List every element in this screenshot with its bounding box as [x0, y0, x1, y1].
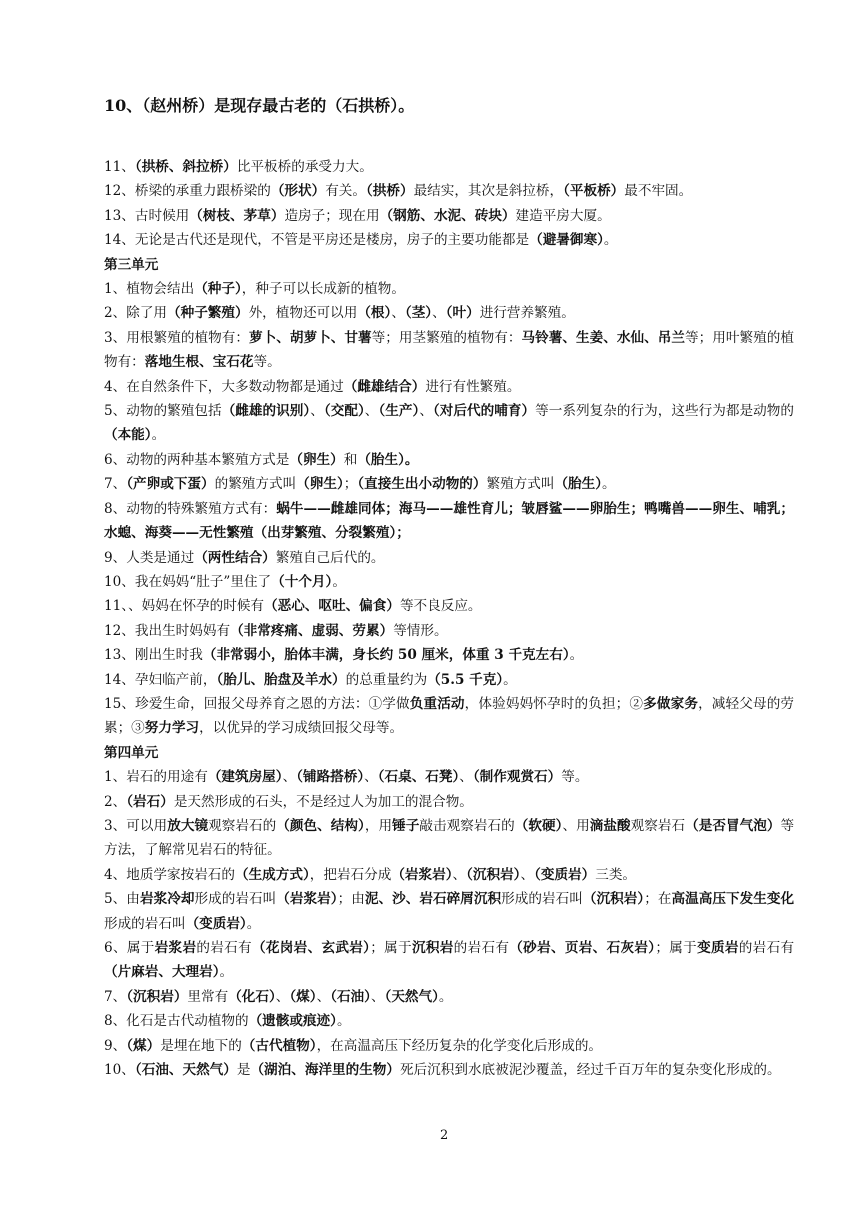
text-run: 最不牢固。 [624, 183, 693, 200]
text-run: 的岩石有 [453, 940, 510, 956]
text-run: 、 [520, 866, 535, 883]
emphasized-text: （形状） [270, 183, 326, 200]
item-14 [104, 228, 794, 252]
text-run: 、用 [562, 817, 590, 834]
text-run: 11、、妈妈在怀孕的时候有 [104, 598, 265, 615]
text-run: 等情形。 [393, 622, 448, 639]
emphasized-text: （沉积岩） [466, 866, 521, 883]
text-run: 5、由 [104, 891, 140, 908]
text-run: 3、可以用 [104, 817, 168, 834]
unit3-item-3 [104, 326, 794, 375]
text-run: 10、 [104, 1062, 135, 1079]
text-run: 9、 [104, 1037, 127, 1054]
emphasized-text: 多做家务 [643, 695, 699, 712]
text-run: 11、 [104, 159, 135, 175]
text-run: 、 [282, 769, 297, 786]
emphasized-text: （交配） [323, 403, 365, 420]
text-run: 2、 [104, 793, 127, 810]
text-run: ，种子可以长成新的植物。 [241, 281, 405, 298]
text-run: ；在 [644, 891, 672, 908]
emphasized-text: （砂岩、页岩、石灰岩） [509, 940, 656, 956]
unit3-item-7 [104, 472, 794, 496]
emphasized-text: （是否冒气泡） [685, 817, 781, 834]
text-run: ，体验妈妈怀孕时的负担；② [464, 695, 644, 712]
emphasized-text: 岩浆岩 [154, 940, 197, 956]
emphasized-text: （拱桥） [365, 183, 414, 200]
emphasized-text: （变质岩） [534, 866, 596, 883]
text-run: 等方法，了解常见岩石的特征。 [104, 817, 795, 859]
text-run: 6、动物的两种基本繁殖方式是 [104, 451, 290, 468]
text-run: ；属于 [655, 940, 698, 956]
emphasized-text: 萝卜、胡萝卜、甘薯 [248, 329, 372, 346]
text-run: 进行有性繁殖。 [425, 378, 521, 395]
text-run: 14、无论是古代还是现代，不管是平房还是楼房，房子的主要功能都是 [104, 232, 530, 249]
unit4-item-2 [104, 790, 794, 814]
emphasized-text: 放大镜 [167, 817, 209, 834]
text-run: 等；用叶繁殖的植物有： [104, 329, 795, 371]
text-run: 形成的岩石叫 [194, 891, 277, 908]
text-run: 等。 [561, 769, 589, 786]
emphasized-text: （两性结合） [194, 549, 276, 566]
emphasized-text: 沉积岩 [411, 940, 454, 956]
text-run: 4、地质学家按岩石的 [104, 866, 235, 883]
text-run: 、 [391, 305, 405, 322]
text-run: 、 [310, 403, 324, 420]
text-run: 比平板桥的承受力大。 [236, 159, 373, 175]
text-run: 最结实，其次是斜拉桥， [413, 183, 564, 200]
emphasized-text: （化石） [228, 988, 276, 1005]
emphasized-text: （岩浆岩） [391, 866, 453, 883]
unit3-item-9 [104, 546, 794, 570]
unit3-item-13 [104, 643, 794, 667]
emphasized-text: 第三单元 [104, 256, 159, 273]
section-unit-3 [104, 253, 794, 277]
text-run: 。 [603, 232, 618, 249]
text-run: 9、人类是通过 [104, 549, 195, 566]
text-run: 。 [332, 573, 346, 590]
emphasized-text: （非常弱小，胎体丰满，身长约 50 厘米，体重 3 千克左右） [202, 647, 570, 664]
emphasized-text: （5.5 千克） [427, 671, 504, 688]
text-run: 、 [364, 403, 379, 420]
unit3-item-8 [104, 497, 794, 546]
text-run: 等不良反应。 [399, 598, 482, 615]
emphasized-text: （软硬） [514, 817, 563, 834]
text-run: 死后沉积到水底被泥沙覆盖，经过千百万年的复杂变化形成的。 [399, 1062, 781, 1079]
emphasized-text: 努力学习 [144, 720, 200, 737]
text-run: 。 [336, 1013, 351, 1030]
emphasized-text: （石油） [330, 988, 371, 1005]
unit4-item-5 [104, 887, 794, 936]
emphasized-text: （遗骸或痕迹） [248, 1013, 337, 1030]
unit4-item-7 [104, 985, 794, 1009]
emphasized-text: （平板桥） [563, 183, 625, 200]
text-run: 的岩石有 [196, 940, 252, 956]
text-run: 。 [219, 964, 234, 981]
emphasized-text: （沉积岩） [582, 891, 645, 908]
emphasized-text: （非常疼痛、虚弱、劳累） [230, 622, 394, 639]
text-run: 里常有 [187, 988, 229, 1005]
emphasized-text: （树枝、茅草） [189, 207, 285, 224]
emphasized-text: （生成方式） [235, 866, 310, 883]
text-run: 等。 [253, 354, 281, 371]
text-run: 1、岩石的用途有 [104, 769, 208, 786]
emphasized-text: （种子繁殖） [167, 305, 249, 322]
unit4-item-6 [104, 936, 794, 985]
emphasized-text: （煤） [126, 1037, 161, 1054]
text-run: 敲击观察岩石的 [419, 817, 515, 834]
text-run: 和 [343, 451, 358, 468]
emphasized-text: （拱桥、斜拉桥） [134, 159, 237, 175]
emphasized-text: （古代植物） [241, 1037, 317, 1054]
emphasized-text: （胎儿、胎盘及羊水） [216, 671, 346, 688]
text-run: 进行营养繁殖。 [479, 305, 575, 322]
emphasized-text: 蜗牛——雌雄同体；海马——雄性育儿；皱唇鲨——卵胎生；鸭嘴兽——卵生、哺乳；水螅、海葵——无性繁殖（出芽繁殖、分裂繁殖）； [104, 500, 794, 542]
unit3-item-1 [104, 277, 794, 301]
page-number: 2 [440, 1128, 449, 1143]
emphasized-text: （钢筋、水泥、砖块） [379, 207, 516, 224]
text-run: 、 [275, 988, 290, 1005]
emphasized-text: 变质岩 [697, 940, 739, 956]
text-run: 。 [246, 915, 261, 932]
emphasized-text: 岩浆冷却 [139, 891, 195, 908]
text-run: 3、用根繁殖的植物有： [104, 329, 249, 346]
emphasized-text: 负重活动 [409, 695, 465, 712]
emphasized-text: （变质岩） [185, 915, 247, 932]
text-run: 、 [432, 305, 446, 322]
text-run: 观察岩石的 [208, 817, 277, 834]
text-run: 外，植物还可以用 [248, 305, 358, 322]
emphasized-text: （片麻岩、大理岩） [104, 964, 220, 981]
unit3-item-12 [104, 619, 794, 643]
text-run: 、 [459, 769, 473, 786]
emphasized-text: （种子） [194, 281, 242, 298]
text-run: 4、在自然条件下，大多数动物都是通过 [104, 378, 344, 395]
emphasized-text: （避暑御寒） [529, 232, 604, 249]
text-run: 建造平房大厦。 [515, 207, 611, 224]
text-run: 等；用茎繁殖的植物有： [371, 329, 522, 346]
unit3-item-2 [104, 301, 794, 325]
emphasized-text: （岩石） [126, 793, 174, 810]
emphasized-text: （岩浆岩） [276, 891, 338, 908]
unit3-item-11 [104, 594, 794, 618]
text-run: 1、植物会结出 [104, 281, 195, 298]
emphasized-text: 高温高压下发生变化 [671, 891, 795, 908]
text-run: 12、桥梁的承重力跟桥梁的 [104, 183, 271, 200]
unit3-item-6 [104, 448, 794, 472]
emphasized-text: （本能） [104, 427, 152, 444]
text-run: 13、刚出生时我 [104, 647, 203, 664]
unit4-item-10 [104, 1058, 794, 1082]
emphasized-text: 落地生根、宝石花 [144, 354, 254, 371]
text-run: 繁殖方式叫 [486, 476, 555, 493]
emphasized-text: （产卵或下蛋） [126, 476, 215, 493]
unit3-item-4 [104, 375, 794, 399]
text-run: 8、动物的特殊繁殖方式有： [104, 500, 277, 517]
text-run: 、 [364, 769, 378, 786]
emphasized-text: （沉积岩） [126, 988, 188, 1005]
text-run: 的总重量约为 [345, 671, 428, 688]
emphasized-text: 第四单元 [104, 744, 159, 761]
unit4-item-1 [104, 765, 794, 789]
text-run: 7、 [104, 476, 127, 493]
item-13 [104, 204, 794, 228]
emphasized-text: （叶） [445, 305, 480, 322]
emphasized-text: （卵生） [289, 451, 344, 468]
emphasized-text: （根） [357, 305, 392, 322]
text-run: 等一系列复杂的行为，这些行为都是动物的 [535, 403, 794, 420]
text-run: 。 [438, 988, 453, 1005]
emphasized-text: （石桌、石凳） [377, 769, 460, 786]
text-run: 、 [419, 403, 433, 420]
document-body [104, 155, 794, 1082]
text-run: ，用 [364, 817, 393, 834]
emphasized-text: 马铃薯、生姜、水仙、吊兰 [521, 329, 686, 346]
emphasized-text: （湖泊、海洋里的生物） [250, 1062, 400, 1079]
emphasized-text: （胎生） [554, 476, 603, 493]
text-run: 是天然形成的石头，不是经过人为加工的混合物。 [173, 793, 473, 810]
emphasized-text: （雌雄的识别） [221, 403, 311, 420]
text-run: 繁殖自己后代的。 [275, 549, 385, 566]
emphasized-text: （茎） [404, 305, 433, 322]
text-run: ，减轻父母的劳累；③ [104, 695, 795, 737]
emphasized-text: （胎生）。 [357, 451, 419, 468]
text-run: 、 [370, 988, 385, 1005]
heading-line [104, 96, 804, 116]
text-run: 造房子；现在用 [284, 207, 380, 224]
emphasized-text: （生产） [378, 403, 420, 420]
emphasized-text: 泥、沙、岩石碎屑沉积 [364, 891, 502, 908]
text-run: 6、属于 [104, 940, 155, 956]
text-run: 7、 [104, 988, 127, 1005]
text-run: 形成的岩石叫 [501, 891, 583, 908]
text-run: 形成的岩石叫 [104, 915, 186, 932]
unit3-item-14 [104, 668, 794, 692]
text-run: 。 [151, 427, 166, 444]
text-run: 14、孕妇临产前， [104, 671, 217, 688]
text-run: ，把岩石分成 [309, 866, 392, 883]
text-run: 15、珍爱生命，回报父母养育之恩的方法：①学做 [104, 695, 410, 712]
emphasized-text: （煤） [289, 988, 317, 1005]
unit4-item-3 [104, 814, 794, 863]
unit4-item-8 [104, 1009, 794, 1033]
text-run: 。 [602, 476, 616, 493]
section-unit-4 [104, 741, 794, 765]
unit4-item-4 [104, 863, 794, 887]
text-run: 12、我出生时妈妈有 [104, 622, 231, 639]
item-11 [104, 155, 794, 179]
text-run: 的繁殖方式叫 [214, 476, 297, 493]
emphasized-text: 锤子 [392, 817, 420, 834]
text-run: 。 [569, 647, 584, 664]
emphasized-text: （对后代的哺育） [432, 403, 536, 420]
text-run: 2、除了用 [104, 305, 168, 322]
emphasized-text: （制作观赏石） [472, 769, 562, 786]
item-12 [104, 179, 794, 203]
text-run: 10、我在妈妈“肚子”里住了 [104, 573, 272, 590]
emphasized-text: （卵生） [296, 476, 344, 493]
unit3-item-5 [104, 399, 794, 448]
text-run: ，以优异的学习成绩回报父母等。 [199, 720, 404, 737]
emphasized-text: （铺路搭桥） [296, 769, 365, 786]
text-run: 5、动物的繁殖包括 [104, 403, 222, 420]
unit4-item-9 [104, 1034, 794, 1058]
emphasized-text: （直接生出小动物的） [357, 476, 487, 493]
text-run: ，在高温高压下经历复杂的化学变化后形成的。 [316, 1037, 603, 1054]
text-run: 8、化石是古代动植物的 [104, 1013, 249, 1030]
emphasized-text: （石油、天然气） [134, 1062, 237, 1079]
text-run: 观察岩石 [630, 817, 686, 834]
text-run: 三类。 [595, 866, 637, 883]
emphasized-text: （建筑房屋） [207, 769, 283, 786]
unit3-item-10 [104, 570, 794, 594]
text-run: 。 [503, 671, 517, 688]
text-run: 、 [316, 988, 331, 1005]
emphasized-text: （雌雄结合） [343, 378, 426, 395]
emphasized-text: 滴盐酸 [589, 817, 631, 834]
text-run: 是埋在地下的 [160, 1037, 242, 1054]
text-run: 的岩石有 [738, 940, 795, 956]
text-run: 有关。 [325, 183, 366, 200]
text-run: ；属于 [370, 940, 412, 956]
unit3-item-15 [104, 692, 794, 741]
text-run: 13、古时候用 [104, 207, 190, 224]
text-run: 、 [452, 866, 467, 883]
text-run: ；由 [337, 891, 365, 908]
text-run: ； [343, 476, 358, 493]
emphasized-text: （恶心、呕吐、偏食） [264, 598, 400, 615]
emphasized-text: （颜色、结构） [276, 817, 365, 834]
emphasized-text: （花岗岩、玄武岩） [251, 940, 371, 956]
text-run: 是 [236, 1062, 251, 1079]
emphasized-text: （十个月） [271, 573, 333, 590]
emphasized-text: （天然气） [384, 988, 439, 1005]
emphasized-text: 10、（赵州桥）是现存最古老的（石拱桥）。 [104, 96, 415, 115]
